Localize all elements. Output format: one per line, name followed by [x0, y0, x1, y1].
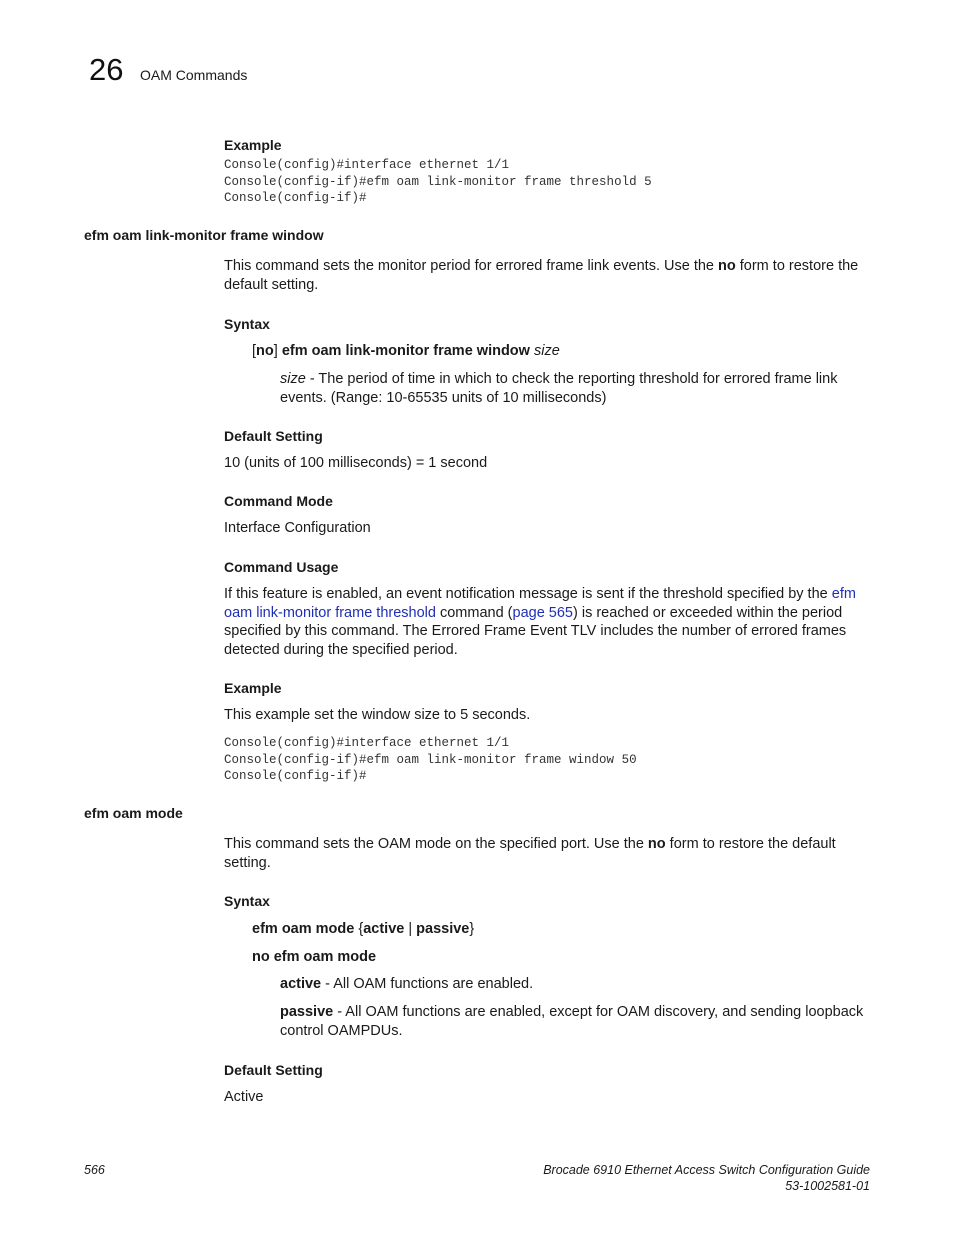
command-mode-value: Interface Configuration [224, 520, 371, 536]
code-block [224, 157, 652, 207]
default-setting-value: 10 (units of 100 milliseconds) = 1 second [224, 455, 488, 471]
command-usage-heading: Command Usage [224, 559, 339, 575]
syntax-line: [no] efm oam link-monitor frame window size [252, 343, 560, 359]
command-description: This command sets the OAM mode on the specified port. Use the no form to restore the default setting. [224, 836, 836, 871]
command-title: efm oam mode [84, 805, 183, 821]
parameter-description: passive - All OAM functions are enabled, except for OAM discovery, and sending loopback control OAMPDUs. [280, 1004, 864, 1039]
syntax-heading: Syntax [224, 316, 270, 332]
parameter-description: active - All OAM functions are enabled. [280, 976, 534, 992]
default-setting-value: Active [224, 1089, 264, 1105]
code-line: Console(config-if)#efm oam link-monitor frame threshold 5 [224, 174, 652, 189]
example-heading: Example [224, 680, 282, 696]
parameter-description: size - The period of time in which to check the reporting threshold for errored frame link events. (Range: 10-65535 units of 10 milliseconds) [280, 371, 838, 406]
code-block [224, 735, 637, 785]
syntax-heading: Syntax [224, 893, 270, 909]
syntax-line: no efm oam mode [252, 949, 377, 965]
code-line: Console(config)#interface ethernet 1/1 [224, 736, 510, 750]
code-line: Console(config-if)# [224, 191, 367, 205]
example-heading: Example [224, 137, 282, 153]
code-line: Console(config)#interface ethernet 1/1 [224, 158, 510, 172]
document-number: 53-1002581-01 [785, 1179, 870, 1193]
default-setting-heading: Default Setting [224, 1062, 323, 1078]
syntax-line: efm oam mode {active | passive} [252, 921, 475, 937]
code-line: Console(config-if)#efm oam link-monitor frame window 50 [224, 752, 637, 767]
default-setting-heading: Default Setting [224, 428, 323, 444]
example-text: This example set the window size to 5 seconds. [224, 707, 531, 723]
page-link[interactable]: page 565 [512, 604, 573, 621]
command-link[interactable]: efm oam link-monitor frame threshold [224, 586, 856, 621]
code-line: Console(config-if)# [224, 769, 367, 783]
chapter-title: OAM Commands [140, 67, 248, 83]
page-number: 566 [84, 1163, 105, 1177]
command-title: efm oam link-monitor frame window [84, 227, 324, 243]
guide-title: Brocade 6910 Ethernet Access Switch Configuration Guide [543, 1163, 870, 1177]
command-description: This command sets the monitor period for errored frame link events. Use the no form to restore the default setting. [224, 258, 859, 293]
chapter-number: 26 [89, 52, 124, 87]
command-usage-text: If this feature is enabled, an event notification message is sent if the threshold specified by the efm oam link-monitor frame threshold command (page 565) is reached or exceeded within the period specified by this command. The Errored Frame Event TLV includes the number of errored frames detected during the specified period. [224, 586, 856, 659]
command-mode-heading: Command Mode [224, 493, 333, 509]
